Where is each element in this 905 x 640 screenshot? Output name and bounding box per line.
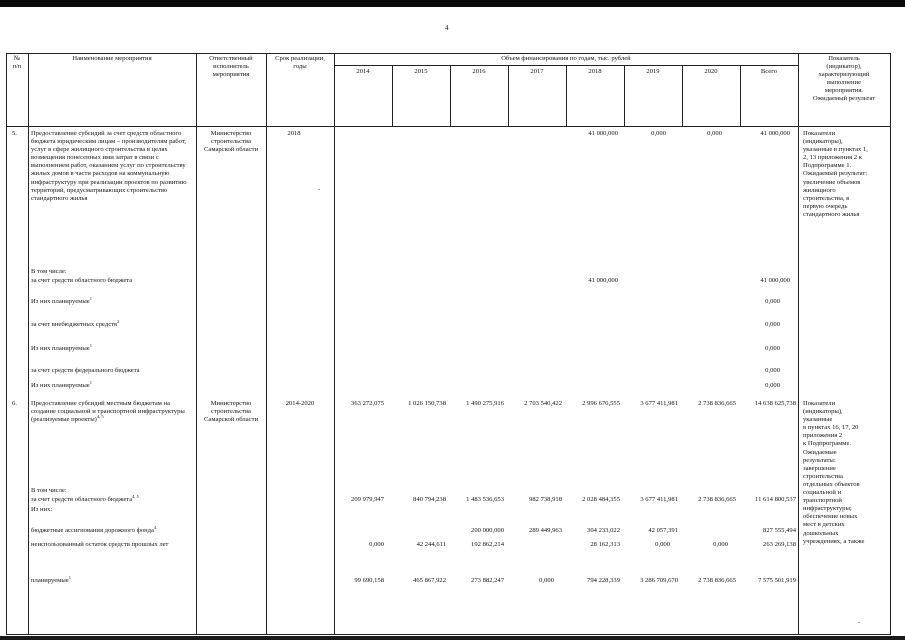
header-year: 2019: [646, 68, 660, 75]
row6-oblast-value: 982 738,918: [529, 496, 562, 503]
row6-plan-value: 794 228,339: [587, 577, 620, 584]
header-number: № п/п: [12, 55, 22, 71]
row5-name: Предоставление субсидий за счет средств областного бюджета юридическим лицам – производителям работ, услуг в сфере жилищного строительства в целях возмещения понесенных ими затрат в связи с выполнением работ, оказанием услуг по строительству жилых домов в части расходов на коммунальную инфраструктуру при реализации проектов по развитию территорий, предусматривающих строительство стандартного жилья: [31, 130, 187, 202]
row6-oblast-value: 2 028 484,355: [582, 496, 620, 503]
header-responsible: Ответственный исполнитель мероприятия: [209, 55, 253, 79]
row5-plan3-total: 0,000: [765, 382, 780, 389]
header-term: Срок реализации, годы: [275, 55, 325, 71]
row5-fed-label: за счет средств федерального бюджета: [31, 367, 140, 374]
row5-plan1-label: Из них планируемые$^1$: [31, 295, 92, 305]
header-year: 2014: [356, 68, 370, 75]
row6-value: 1 490 275,916: [466, 400, 504, 407]
row6-plan-value: 3 286 709,670: [640, 577, 678, 584]
row5-vneb-total: 0,000: [765, 321, 780, 328]
row6-oblast-value: 2 738 836,665: [698, 496, 736, 503]
row6-plan-label: планируемые$^1$: [31, 574, 71, 584]
footnote-mark: 1: [89, 295, 92, 301]
row5-responsible: Министерство строительства Самарской области: [204, 130, 258, 154]
stray-dot: .: [318, 183, 320, 192]
row6-unused-value: 28 162,313: [590, 541, 620, 548]
row6-value: 2 738 836,665: [698, 400, 736, 407]
footnote-mark: 4: [153, 524, 157, 530]
row5-plan2-total: 0,000: [765, 345, 780, 352]
header-total: Всего: [760, 68, 778, 75]
row6-value: 363 272,075: [351, 400, 384, 407]
row6-number: 6.: [12, 400, 17, 407]
row6-plan-value: 273 882,247: [471, 577, 504, 584]
row6-road-label: бюджетные ассигнования дорожного фонда$^4$: [31, 524, 157, 534]
row5-plan3-label: Из них планируемые$^1$: [31, 379, 92, 389]
row5-total: 41 000,000: [760, 130, 790, 137]
row6-value: 1 026 150,738: [408, 400, 446, 407]
row6-plan-value: 0,000: [539, 577, 554, 584]
header-year: 2018: [588, 68, 602, 75]
row6-oblast-total: 11 614 800,537: [755, 496, 796, 503]
row6-oblast-value: 3 677 411,981: [640, 496, 678, 503]
row6-plan-value: 465 867,922: [413, 577, 446, 584]
row6-unused-value: 0,000: [713, 541, 728, 548]
row6-road-value: 200 000,000: [471, 527, 504, 534]
row5-fed-total: 0,000: [765, 367, 780, 374]
header-name: Наименование мероприятия: [72, 55, 152, 62]
header-year: 2020: [704, 68, 718, 75]
row6-vtom: В том числе:: [31, 487, 67, 494]
row5-2019: 0,000: [651, 130, 666, 137]
scan-top-border: [0, 0, 905, 7]
footnote-mark: 1: [68, 574, 71, 580]
row5-term: 2018: [287, 130, 301, 137]
row5-oblast-total: 41 000,000: [760, 277, 790, 284]
row6-unused-value: 0,000: [655, 541, 670, 548]
row5-plan1-total: 0,000: [765, 298, 780, 305]
row6-responsible: Министерство строительства Самарской области: [204, 400, 258, 424]
row5-vneb-label: за счет внебюджетных средств$^2$: [31, 318, 120, 328]
row5-plan2-label: Из них планируемые$^1$: [31, 342, 92, 352]
row6-plan-value: 2 738 836,665: [698, 577, 736, 584]
row6-road-total: 827 555,494: [763, 527, 796, 534]
row6-total: 14 638 625,738: [754, 400, 796, 407]
row6-road-value: 42 057,391: [648, 527, 678, 534]
row6-name: Предоставление субсидий местным бюджетам на создание социальной и транспортной инфраструктуры (реализуемые проекты)$^{4, 5}$: [31, 400, 185, 424]
row6-unused-value: 192 862,214: [471, 541, 504, 548]
row6-term: 2014-2020: [285, 400, 315, 407]
footnote-mark: 2: [117, 318, 120, 324]
row5-oblast-2018: 41 000,000: [588, 277, 618, 284]
row5-indicator: Показатели (индикаторы), указанные в пунктах 1, 2, 13 приложения 2 к Подпрограмме 1. Ожидаемый результат: увеличение объемов жилищного строительства, в первую очередь стандартного жилья: [803, 130, 868, 218]
row6-value: 2 996 676,555: [582, 400, 620, 407]
row5-number: 5.: [12, 130, 17, 137]
row6-plan-value: 99 690,158: [354, 577, 384, 584]
row6-oblast-value: 1 483 536,653: [466, 496, 504, 503]
row6-road-value: 304 233,022: [587, 527, 620, 534]
footnote-mark: 1: [89, 379, 92, 385]
row6-oblast-value: 209 979,947: [351, 496, 384, 503]
header-funding: Объем финансирования по годам, тыс. рублей: [501, 55, 631, 62]
page-number: 4: [445, 24, 449, 32]
row6-plan-total: 7 575 501,919: [758, 577, 796, 584]
row6-oblast-value: 840 794,238: [413, 496, 446, 503]
row6-indicator: Показатели (индикаторы), указанные в пунктах 16, 17, 20 приложения 2 к Подпрограмме. Ожидаемые результаты: завершение строительства отдельных объектов социальной и транспортной инфраструктуры; обеспечение новых мест в детских дошкольных учреждениях, а также: [803, 400, 865, 545]
row6-unused-value: 42 244,611: [416, 541, 446, 548]
row6-unused-total: 263 269,138: [763, 541, 796, 548]
footnote-mark: 1: [89, 342, 92, 348]
row6-unused-label: неиспользованный остаток средств прошлых лет: [31, 541, 169, 548]
footnote-mark: 4, 5: [132, 493, 139, 499]
header-year: 2015: [414, 68, 428, 75]
header-year: 2016: [472, 68, 486, 75]
row6-iz-nih: Из них:: [31, 506, 53, 513]
stray-dot: .: [858, 616, 860, 625]
row6-value: 2 703 540,422: [524, 400, 562, 407]
row6-oblast-label: за счет средств областного бюджета$^{4, 5}$: [31, 493, 139, 503]
row6-road-value: 289 449,963: [529, 527, 562, 534]
row5-2020: 0,000: [707, 130, 722, 137]
row6-value: 3 677 411,981: [640, 400, 678, 407]
header-indicator: Показатель (индикатор), характеризующий выполнение мероприятия. Ожидаемый результат: [812, 55, 876, 103]
row6-unused-value: 0,000: [369, 541, 384, 548]
scan-bottom-border: [0, 636, 905, 640]
header-year: 2017: [530, 68, 544, 75]
row5-2018: 41 000,000: [588, 130, 618, 137]
footnote-mark: 4, 5: [96, 414, 104, 419]
row5-oblast-label: за счет средств областного бюджета: [31, 277, 133, 284]
row5-vtom: В том числе:: [31, 268, 67, 275]
